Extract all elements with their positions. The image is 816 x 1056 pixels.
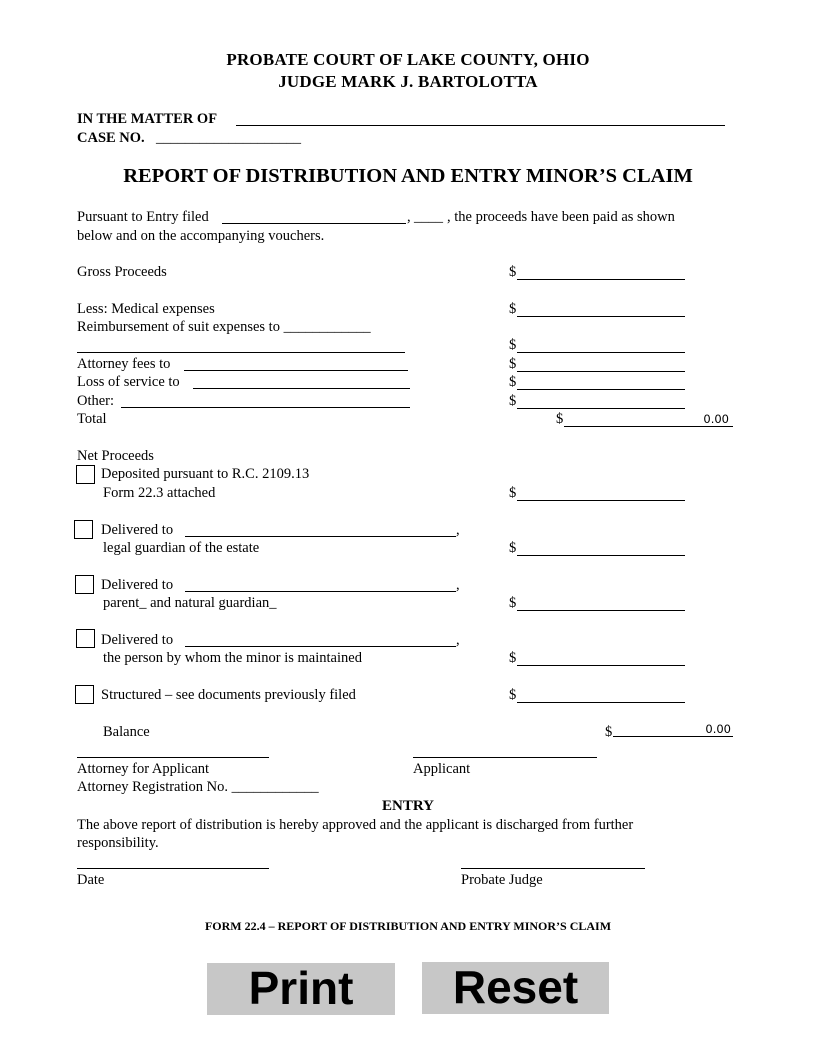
deposited-amount-field[interactable]: [517, 484, 685, 501]
attorney-fees-payee-field[interactable]: [184, 370, 408, 371]
form-attached-label: Form 22.3 attached: [103, 485, 216, 501]
dollar-sign: $: [509, 650, 517, 666]
dollar-sign: $: [509, 264, 517, 280]
case-no-field[interactable]: ____________________: [156, 130, 301, 146]
other-payee-field[interactable]: [121, 407, 410, 408]
delivered-to-label: Delivered to: [101, 632, 174, 648]
print-button[interactable]: Print: [207, 963, 395, 1015]
dollar-sign: $: [509, 540, 517, 556]
guardian-estate-amount-field[interactable]: [517, 539, 685, 556]
probate-judge-label: Probate Judge: [461, 872, 543, 888]
entry-text-line2: responsibility.: [77, 835, 159, 851]
dollar-sign: $: [509, 485, 517, 501]
gross-proceeds-label: Gross Proceeds: [77, 264, 167, 280]
dollar-sign: $: [509, 393, 517, 409]
reset-button[interactable]: Reset: [422, 962, 609, 1014]
matter-label: IN THE MATTER OF: [77, 111, 218, 127]
entry-date-field[interactable]: [222, 223, 406, 224]
case-no-label: CASE NO.: [77, 130, 145, 146]
comma: ,: [456, 577, 460, 593]
structured-amount-field[interactable]: [517, 686, 685, 703]
other-label: Other:: [77, 393, 115, 409]
structured-label: Structured – see documents previously filed: [101, 687, 356, 703]
applicant-label: Applicant: [413, 761, 471, 777]
applicant-signature-line[interactable]: [413, 757, 597, 758]
loss-of-service-field[interactable]: [517, 373, 685, 390]
maintainer-amount-field[interactable]: [517, 649, 685, 666]
other-amount-field[interactable]: [517, 392, 685, 409]
dollar-sign: $: [509, 337, 517, 353]
reimbursement-payee-field[interactable]: [77, 352, 405, 353]
intro-text-line2: below and on the accompanying vouchers.: [77, 228, 325, 244]
judge-signature-line[interactable]: [461, 868, 645, 869]
dollar-sign: $: [509, 356, 517, 372]
dollar-sign: $: [556, 411, 564, 427]
dollar-sign: $: [509, 301, 517, 317]
medical-expenses-field[interactable]: [517, 300, 685, 317]
guardian-estate-checkbox[interactable]: [74, 520, 93, 539]
dollar-sign: $: [509, 595, 517, 611]
gross-proceeds-field[interactable]: [517, 263, 685, 280]
parent-guardian-amount-field[interactable]: [517, 594, 685, 611]
structured-checkbox[interactable]: [75, 685, 94, 704]
loss-of-service-payee-field[interactable]: [193, 388, 410, 389]
reimbursement-label: Reimbursement of suit expenses to ____________: [77, 319, 371, 335]
intro-text-part2: , the proceeds have been paid as shown: [447, 209, 675, 225]
entry-heading: ENTRY: [382, 798, 434, 814]
entry-text-line1: The above report of distribution is hereby approved and the applicant is discharged from further: [77, 817, 634, 833]
total-label: Total: [77, 411, 107, 427]
balance-field: 0.00: [613, 721, 733, 737]
comma: ,: [456, 522, 460, 538]
parent-guardian-name-field[interactable]: [185, 591, 456, 592]
balance-label: Balance: [103, 724, 150, 740]
matter-field[interactable]: [236, 125, 725, 126]
medical-expenses-label: Less: Medical expenses: [77, 301, 215, 317]
maintainer-checkbox[interactable]: [76, 629, 95, 648]
dollar-sign: $: [509, 374, 517, 390]
reimbursement-amount-field[interactable]: [517, 336, 685, 353]
intro-comma: ,: [407, 209, 411, 225]
maintainer-label: the person by whom the minor is maintained: [103, 650, 362, 666]
delivered-to-label: Delivered to: [101, 577, 174, 593]
deposited-label: Deposited pursuant to R.C. 2109.13: [101, 466, 310, 482]
maintainer-name-field[interactable]: [185, 646, 456, 647]
intro-text-part1: Pursuant to Entry filed: [77, 209, 209, 225]
date-label: Date: [77, 872, 105, 888]
judge-name: JUDGE MARK J. BARTOLOTTA: [278, 72, 538, 91]
dollar-sign: $: [509, 687, 517, 703]
entry-year-field[interactable]: ____: [414, 209, 443, 225]
net-proceeds-heading: Net Proceeds: [77, 448, 154, 464]
parent-guardian-label: parent_ and natural guardian_: [103, 595, 277, 611]
comma: ,: [456, 632, 460, 648]
dollar-sign: $: [605, 724, 613, 740]
delivered-to-label: Delivered to: [101, 522, 174, 538]
form-footer: FORM 22.4 – REPORT OF DISTRIBUTION AND ENTRY MINOR’S CLAIM: [204, 919, 612, 933]
guardian-estate-name-field[interactable]: [185, 536, 456, 537]
attorney-signature-line[interactable]: [77, 757, 269, 758]
attorney-for-applicant-label: Attorney for Applicant: [77, 761, 210, 777]
parent-guardian-checkbox[interactable]: [75, 575, 94, 594]
attorney-fees-label: Attorney fees to: [77, 356, 171, 372]
form-title: REPORT OF DISTRIBUTION AND ENTRY MINOR’S CLAIM: [123, 165, 693, 187]
deposited-checkbox[interactable]: [76, 465, 95, 484]
total-field: 0.00: [564, 411, 733, 427]
date-signature-line[interactable]: [77, 868, 269, 869]
attorney-registration-label: Attorney Registration No. ____________: [77, 779, 319, 795]
loss-of-service-label: Loss of service to: [77, 374, 180, 390]
attorney-fees-field[interactable]: [517, 355, 685, 372]
guardian-estate-label: legal guardian of the estate: [103, 540, 260, 556]
court-name: PROBATE COURT OF LAKE COUNTY, OHIO: [226, 50, 590, 69]
